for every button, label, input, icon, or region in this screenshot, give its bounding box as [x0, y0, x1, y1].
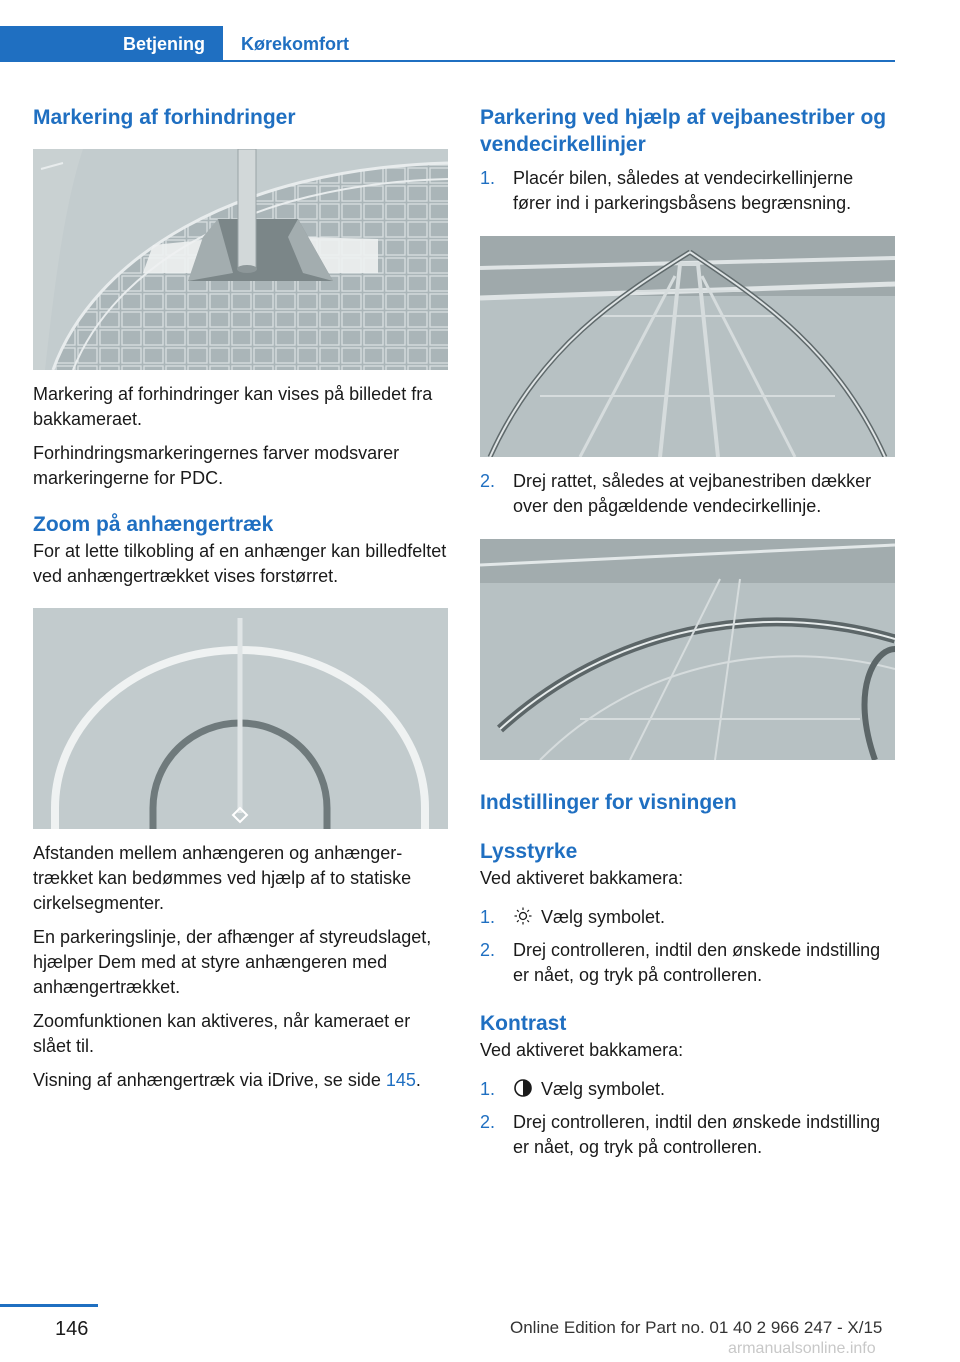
paragraph-obstacle-1: Markering af forhindringer kan vises på billedet fra bakkameraet.: [33, 384, 433, 429]
contrast-step-1: [480, 1077, 895, 1102]
page-number: 146: [55, 1318, 89, 1340]
contrast-icon: [513, 1078, 533, 1098]
parking-turn-circle-image: [480, 236, 895, 457]
chapter-tabbar: [0, 26, 895, 62]
step-text: Drej rattet, således at vejbanestriben dækker over den pågældende vendecirkellinje.: [513, 471, 872, 516]
step-number: 1.: [480, 1079, 496, 1099]
parking-steps-continued: [480, 469, 895, 519]
paragraph-zoom-4: Zoomfunktionen kan aktiveres, når kameraet er slået til.: [33, 1011, 411, 1056]
step-number: 2.: [480, 940, 496, 960]
heading-parking-lines: Parkering ved hjælp af vejbanestriber og vendecirkellinjer: [480, 106, 887, 156]
heading-towbar-zoom: Zoom på anhængertræk: [33, 513, 274, 536]
paragraph-zoom-5: [33, 1068, 448, 1093]
obstacle-marking-image: [33, 149, 448, 370]
towbar-zoom-image: [33, 608, 448, 829]
idrive-reference-text: Visning af anhængertræk via iDrive, se side: [33, 1070, 386, 1090]
parking-step-1: [480, 166, 895, 216]
heading-brightness: Lysstyrke: [480, 840, 578, 863]
step-text: Drej controlleren, indtil den ønskede indstilling er nået, og tryk på controlleren.: [513, 940, 881, 985]
brightness-steps: [480, 905, 895, 988]
tab-betjening[interactable]: Betjening: [0, 26, 223, 62]
contrast-steps: [480, 1077, 895, 1160]
tab-underline: [0, 60, 895, 62]
step-number: 2.: [480, 1112, 496, 1132]
tab-korekomfort[interactable]: Kørekomfort: [241, 33, 350, 54]
parking-step-2: [480, 469, 895, 519]
step-number: 1.: [480, 168, 496, 188]
step-number: 2.: [480, 471, 496, 491]
left-column: [33, 100, 448, 1093]
brightness-step-1: [480, 905, 895, 930]
right-column: [480, 100, 895, 1160]
contrast-step-2: [480, 1110, 895, 1160]
heading-contrast: Kontrast: [480, 1012, 567, 1035]
parking-lane-line-image: [480, 539, 895, 760]
paragraph-zoom-2: Afstanden mellem anhængeren og anhængertrækket kan bedømmes ved hjælp af to statiske cirkelsegmenter.: [33, 843, 412, 913]
brightness-icon: [513, 906, 533, 926]
step-text: Vælg symbolet.: [541, 1079, 666, 1099]
parking-steps: [480, 166, 895, 216]
paragraph-obstacle-2: Forhindringsmarkeringernes farver modsvarer markeringerne for PDC.: [33, 443, 400, 488]
footer-accent-bar: [0, 1304, 98, 1307]
step-text: Drej controlleren, indtil den ønskede indstilling er nået, og tryk på controlleren.: [513, 1112, 881, 1157]
step-text: Placér bilen, således at vendecirkellinjerne fører ind i parkeringsbåsens begrænsning.: [513, 168, 854, 213]
brightness-step-2: [480, 938, 895, 988]
heading-display-settings: Indstillinger for visningen: [480, 791, 737, 814]
contrast-intro: Ved aktiveret bakkamera:: [480, 1040, 684, 1060]
brightness-intro: Ved aktiveret bakkamera:: [480, 868, 684, 888]
watermark: armanualsonline.info: [728, 1340, 876, 1357]
paragraph-zoom-3: En parkeringslinje, der afhænger af styreudslaget, hjælper Dem med at styre anhængeren med anhængertrækket.: [33, 927, 432, 997]
heading-obstacle-marking: Markering af forhindringer: [33, 106, 296, 129]
page-link[interactable]: 145: [385, 1070, 416, 1090]
step-number: 1.: [480, 907, 496, 927]
step-text: Vælg symbolet.: [541, 907, 666, 927]
edition-note: Online Edition for Part no. 01 40 2 966 247 - X/15: [510, 1318, 883, 1337]
period: .: [415, 1070, 421, 1090]
paragraph-zoom-1: For at lette tilkobling af en anhænger kan billedfeltet ved anhængertrækket vises forstørret.: [33, 541, 447, 586]
